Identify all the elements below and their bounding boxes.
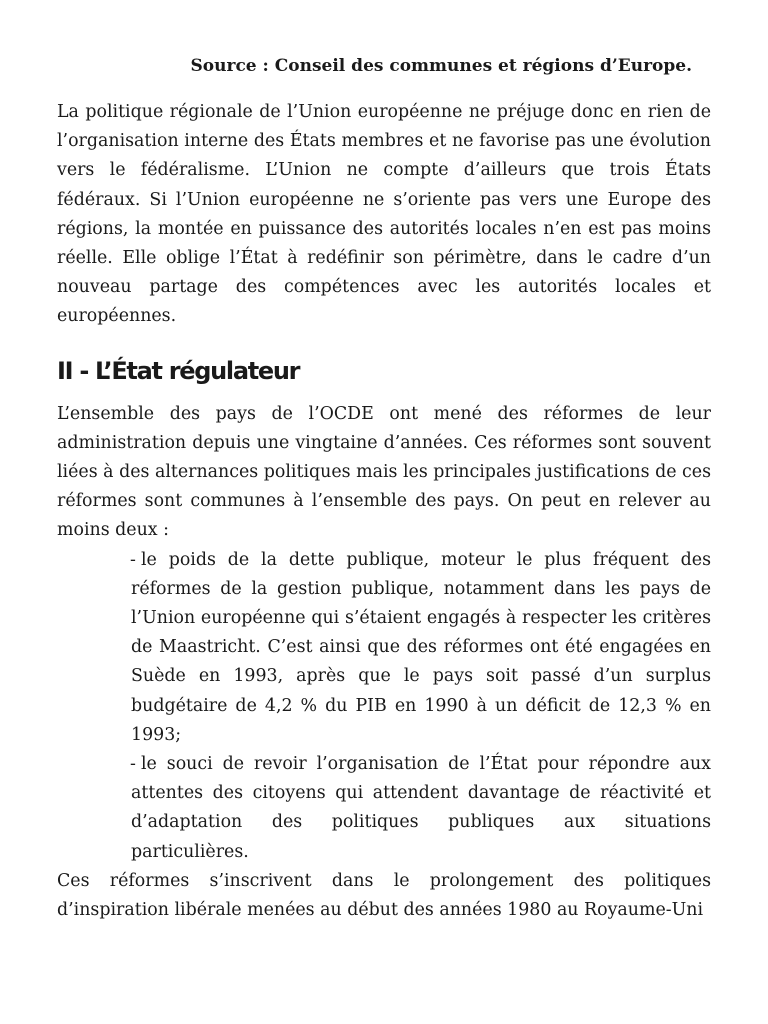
document-page <box>57 52 711 925</box>
bullet-marker: - <box>130 754 136 775</box>
paragraph-regional-policy: La politique régionale de l’Union européenne ne préjuge donc en rien de l’organisation interne des États membres et ne favorise pas une évolution vers le fédéralisme. L’Union ne compte d’ailleurs que trois États fédéraux. Si l’Union européenne ne s’oriente pas vers une Europe des régions, la montée en puissance des autorités locales n’en est pas moins réelle. Elle oblige l’État à redéfinir son périmètre, dans le cadre d’un nouveau partage des compétences avec les autorités locales et européennes. <box>57 102 711 327</box>
list-item-text: le souci de revoir l’organisation de l’État pour répondre aux attentes des citoyens qui attendent davantage de réactivité et d’adaptation des politiques publiques aux situations particulières. <box>131 754 711 862</box>
list-item-text: le poids de la dette publique, moteur le plus fréquent des réformes de la gestion publique, notamment dans les pays de l’Union européenne qui s’étaient engagés à respecter les critères de Maastricht. C’est ainsi que des réformes ont été engagées en Suède en 1993, après que le pays soit passé d’un surplus budgétaire de 4,2 % du PIB en 1990 à un déficit de 12,3 % en 1993; <box>131 549 711 745</box>
paragraph-ocde-reforms: L’ensemble des pays de l’OCDE ont mené des réformes de leur administration depuis une vingtaine d’années. Ces réformes sont souvent liées à des alternances politiques mais les principales justifications de ces réformes sont communes à l’ensemble des pays. On peut en relever au moins deux : <box>57 403 711 541</box>
paragraph-liberal-policies: Ces réformes s’inscrivent dans le prolongement des politiques d’inspiration libérale menées au début des années 1980 au Royaume-Uni <box>57 870 711 921</box>
source-citation: Source : Conseil des communes et régions d’Europe. <box>190 56 692 76</box>
list-item <box>131 750 711 867</box>
bullet-marker: - <box>130 549 136 570</box>
list-item <box>131 546 711 750</box>
section-heading: II - L’État régulateur <box>57 356 300 385</box>
reform-justifications-list <box>57 546 711 867</box>
